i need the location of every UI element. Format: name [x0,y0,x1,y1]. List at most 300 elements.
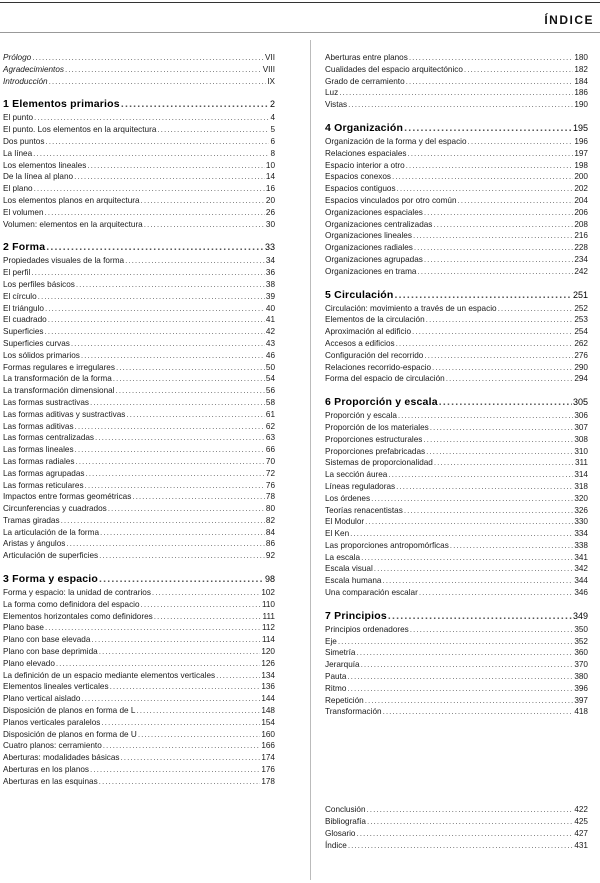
toc-entry [325,659,588,671]
toc-entry [3,255,275,267]
toc-entry [3,468,275,480]
dot-leader [348,840,573,852]
page-number: 38 [265,279,275,289]
page-number: 198 [574,160,588,170]
dot-leader [417,266,573,278]
page-number: 174 [261,753,275,763]
entry-title: La definición de un espacio mediante elementos verticales [3,670,216,680]
dot-leader [434,457,574,469]
dot-leader [100,527,265,539]
toc-entry [3,76,275,88]
dot-leader [45,326,265,338]
page-number: 160 [261,729,275,739]
dot-leader [413,230,573,242]
page-number: 425 [574,817,588,827]
page-number: 136 [261,682,275,692]
chapter-heading [325,288,588,303]
dot-leader [410,624,574,636]
page-number: 346 [574,588,588,598]
entry-title: Una comparación escalar [325,588,418,598]
entry-title: El punto [3,113,34,123]
entry-title: Transformación [325,707,382,717]
top-rule [0,2,600,3]
toc-section [3,97,275,230]
page-number: 228 [574,243,588,253]
dot-leader [101,717,260,729]
page-number: 58 [265,397,275,407]
dot-leader [138,729,261,741]
toc-entry [325,326,588,338]
entry-title: Espacios conexos [325,172,391,182]
entry-title: Planos verticales paralelos [3,717,101,727]
page-number: 180 [574,53,588,62]
entry-title: Plano con base elevada [3,635,91,645]
page-number: 14 [265,172,275,182]
dot-leader [38,291,265,303]
dot-leader [365,516,573,528]
page-number: 290 [574,362,588,372]
page-number: 195 [572,122,588,133]
page-number: 338 [574,540,588,550]
toc-entry [3,611,275,623]
toc-section [325,395,588,599]
entry-title: Vistas [325,100,348,110]
toc-entry [3,64,275,76]
dot-leader [433,219,573,231]
entry-title: Simetría [325,648,356,658]
entry-title: El círculo [3,291,37,301]
dot-leader [76,279,265,291]
toc-entry [325,148,588,160]
entry-title: Superficies curvas [3,338,70,348]
toc-entry [325,481,588,493]
toc-entry [3,136,275,148]
dot-leader [426,446,573,458]
toc-entry [325,505,588,517]
dot-leader [361,659,574,671]
page-number: 70 [265,456,275,466]
dot-leader [498,303,574,315]
toc-entry [3,52,275,64]
toc-section [325,52,588,111]
page-number: 2 [269,99,275,110]
dot-leader [45,207,265,219]
page-number: 102 [261,588,275,598]
dot-leader [75,421,265,433]
page-number: 342 [574,564,588,574]
page-number: 349 [572,610,588,621]
entry-title: Los elementos lineales [3,160,87,170]
toc-entry [3,160,275,172]
dot-leader [424,207,573,219]
page-number: 307 [574,422,588,432]
entry-title: Plano elevado [3,658,55,668]
entry-title: El cuadrado [3,315,47,325]
section-gap [325,111,588,121]
page-number: 114 [261,635,275,645]
entry-title: Plano base [3,623,44,633]
entry-title: Las formas aditivas y sustractivas [3,409,126,419]
entry-title: El punto. Los elementos en la arquitectura [3,125,157,135]
page-number: 120 [261,647,275,657]
entry-title: Organizaciones en trama [325,266,417,276]
toc-entry [3,646,275,658]
dot-leader [426,314,574,326]
dot-leader [34,183,265,195]
toc-entry [3,148,275,160]
toc-entry [3,373,275,385]
dot-leader [99,572,264,587]
dot-leader [157,124,269,136]
dot-leader [367,816,573,828]
toc-entry [3,538,275,550]
entry-title: Líneas reguladoras [325,481,396,491]
entry-title: Proporción de los materiales [325,422,429,432]
toc-entry [3,219,275,231]
entry-title: Plano vertical aislado [3,694,81,704]
page-number: 112 [261,623,275,633]
dot-leader [419,587,573,599]
entry-title: Organizaciones agrupadas [325,254,423,264]
dot-leader [141,599,261,611]
toc-entry [3,314,275,326]
toc-entry [3,515,275,527]
dot-leader [87,160,265,172]
entry-title: 3 Forma y espacio [3,573,99,586]
dot-leader [110,681,261,693]
toc-entry [3,480,275,492]
entry-title: 4 Organización [325,121,404,134]
entry-title: Propiedades visuales de la forma [3,256,125,266]
toc-entry [3,171,275,183]
entry-title: Las formas aditivas [3,421,74,431]
toc-entry [3,291,275,303]
toc-entry [325,563,588,575]
page-number: 314 [574,470,588,480]
toc-entry [3,195,275,207]
chapter-heading [325,609,588,624]
dot-leader [46,240,264,255]
entry-title: Las formas agrupadas [3,468,85,478]
toc-entry [325,706,588,718]
dot-leader [382,575,573,587]
toc-entry [325,207,588,219]
entry-title: Las formas lineales [3,445,74,455]
page-number: 36 [265,268,275,278]
page-number: VII [264,53,275,62]
page-number: 308 [574,434,588,444]
entry-title: Proporción y escala [325,411,397,421]
page-number: 10 [265,160,275,170]
toc-entry [325,266,588,278]
page-number: 380 [574,672,588,682]
dot-leader [126,409,264,421]
page-number: 144 [261,694,275,704]
page-number: 8 [270,148,275,158]
dot-leader [121,752,261,764]
entry-title: Introducción [3,76,48,86]
toc-entry [3,397,275,409]
dot-leader [85,468,264,480]
dot-leader [66,538,265,550]
entry-title: Elementos de la circulación [325,315,425,325]
chapter-heading [325,395,588,410]
page-number: 427 [574,828,588,838]
toc-entry [3,303,275,315]
toc-section [3,240,275,562]
entry-title: El Modulor [325,517,365,527]
page-number: 72 [265,468,275,478]
page-number: 82 [265,515,275,525]
page-number: 62 [265,421,275,431]
toc-entry [3,421,275,433]
page-number: 126 [261,658,275,668]
page-number: 54 [265,374,275,384]
entry-title: El plano [3,184,33,194]
dot-leader [144,219,265,231]
entry-title: Organizaciones centralizadas [325,219,433,229]
toc-entry [3,658,275,670]
entry-title: Las formas radiales [3,456,75,466]
toc-section [325,288,588,386]
dot-leader [90,764,260,776]
dot-leader [458,195,574,207]
page-number: 6 [270,136,275,146]
entry-title: 5 Circulación [325,288,394,301]
page-number: 318 [574,481,588,491]
entry-title: Organizaciones espaciales [325,207,423,217]
page-number: 344 [574,576,588,586]
toc-entry [325,422,588,434]
page-number: 61 [265,409,275,419]
page-number: 341 [574,552,588,562]
dot-leader [397,183,574,195]
toc-section [325,804,588,851]
entry-title: La articulación de la forma [3,527,100,537]
toc-entry [325,575,588,587]
toc-section [3,52,275,87]
toc-entry [325,230,588,242]
toc-entry [3,326,275,338]
toc-entry [325,804,588,816]
entry-title: Formas regulares e irregulares [3,362,115,372]
page-number: 234 [574,254,588,264]
entry-title: Impactos entre formas geométricas [3,492,132,502]
dot-leader [121,97,269,112]
dot-leader [357,828,574,840]
page-number: 320 [574,493,588,503]
page-number: 360 [574,648,588,658]
page-number: 350 [574,624,588,634]
dot-leader [450,540,574,552]
dot-leader [365,695,574,707]
dot-leader [371,493,573,505]
page-number: 80 [265,504,275,514]
entry-title: Organizaciones radiales [325,243,413,253]
dot-leader [48,314,265,326]
entry-title: De la línea al plano [3,172,74,182]
page-number: 84 [265,527,275,537]
toc-entry [3,764,275,776]
toc-entry [325,314,588,326]
entry-title: Elementos lineales verticales [3,682,109,692]
entry-title: Circunferencias y cuadrados [3,504,107,514]
toc-entry [3,527,275,539]
page-number: 111 [262,611,275,621]
dot-leader [404,121,572,136]
toc-entry [325,647,588,659]
entry-title: Grado de cerramiento [325,76,405,86]
toc-entry [3,634,275,646]
toc-entry [325,695,588,707]
entry-title: Los perfiles básicos [3,279,75,289]
toc-entry [325,410,588,422]
toc-entry [325,828,588,840]
entry-title: Plano con base deprimida [3,647,98,657]
toc-entry [325,254,588,266]
dot-leader [95,432,265,444]
toc-entry [3,362,275,374]
dot-leader [113,373,265,385]
toc-entry [325,136,588,148]
dot-leader [407,148,573,160]
entry-title: Forma y espacio: la unidad de contrarios [3,588,151,598]
entry-title: Dos puntos [3,136,45,146]
dot-leader [339,87,573,99]
entry-title: Eje [325,636,337,646]
page-number: 306 [574,411,588,421]
page-number: 253 [574,315,588,325]
entry-title: Jerarquía [325,660,360,670]
dot-leader [90,397,265,409]
section-gap [325,278,588,288]
page-number: 252 [574,303,588,313]
entry-title: 7 Principios [325,609,387,622]
page-number: 254 [574,327,588,337]
page-number: 20 [265,195,275,205]
entry-title: Glosario [325,828,356,838]
page-number: IX [267,76,275,86]
toc-entry [325,446,588,458]
toc-entry [325,362,588,374]
dot-leader [132,491,265,503]
entry-title: La transformación de la forma [3,374,112,384]
page-number: 310 [574,446,588,456]
page-number: 276 [574,350,588,360]
section-gap [3,230,275,240]
dot-leader [74,171,265,183]
page-number: 202 [574,184,588,194]
page-number: 41 [265,315,275,325]
entry-title: Proporciones prefabricadas [325,446,426,456]
entry-title: Accesos a edificios [325,338,395,348]
page-number: 30 [265,219,275,229]
entry-title: Repetición [325,695,364,705]
column-divider [310,40,311,880]
entry-title: Relaciones recorrido-espacio [325,362,432,372]
dot-leader [383,706,574,718]
dot-leader [404,505,574,517]
page-number: 78 [265,492,275,502]
toc-entry [3,740,275,752]
page-number: 418 [574,707,588,717]
page-number: 431 [574,840,588,850]
toc-entry [325,528,588,540]
dot-leader [348,99,573,111]
entry-title: Principios ordenadores [325,624,409,634]
toc-entry [3,776,275,788]
toc-entry [325,338,588,350]
entry-title: 1 Elementos primarios [3,98,120,111]
toc-entry [3,456,275,468]
page-number: 196 [574,136,588,146]
toc-section [325,121,588,278]
dot-leader [338,636,573,648]
entry-title: Escala visual [325,564,373,574]
section-gap [325,599,588,609]
page-number: 334 [574,529,588,539]
page-number: 16 [265,184,275,194]
page-number: 86 [265,539,275,549]
entry-title: El volumen [3,207,44,217]
page-number: 216 [574,231,588,241]
toc-entry [3,670,275,682]
page-number: 154 [261,717,275,727]
page-number: 190 [574,100,588,110]
page-number: 26 [265,207,275,217]
toc-entry [325,683,588,695]
toc-entry [3,717,275,729]
toc-section [3,572,275,788]
dot-leader [154,611,262,623]
entry-title: Sistemas de proporcionalidad [325,458,433,468]
dot-leader [136,705,260,717]
section-gap [325,718,588,804]
toc-entry [3,587,275,599]
entry-title: La forma como definidora del espacio [3,599,140,609]
section-gap [325,385,588,395]
dot-leader [45,303,265,315]
entry-title: Aberturas en las esquinas [3,776,98,786]
entry-title: Conclusión [325,805,366,815]
page-number: 251 [572,289,588,300]
page-number: 330 [574,517,588,527]
dot-leader [56,658,260,670]
dot-leader [116,385,265,397]
dot-leader [412,326,573,338]
page-number: 34 [265,256,275,266]
page-number: 176 [261,765,275,775]
dot-leader [31,267,265,279]
dot-leader [91,634,261,646]
entry-title: Tramas giradas [3,515,60,525]
toc-entry [325,183,588,195]
entry-title: Cuatro planos: cerramiento [3,741,102,751]
entry-title: Forma del espacio de circulación [325,374,445,384]
entry-title: Organizaciones lineales [325,231,412,241]
entry-title: Disposición de planos en forma de L [3,706,136,716]
dot-leader [116,362,265,374]
entry-title: Pauta [325,672,347,682]
dot-leader [396,338,574,350]
dot-leader [49,76,267,88]
entry-title: Relaciones espaciales [325,148,407,158]
dot-leader [45,622,261,634]
dot-leader [45,136,269,148]
page-number: 397 [574,695,588,705]
toc-entry [325,552,588,564]
header-rule [0,32,600,33]
